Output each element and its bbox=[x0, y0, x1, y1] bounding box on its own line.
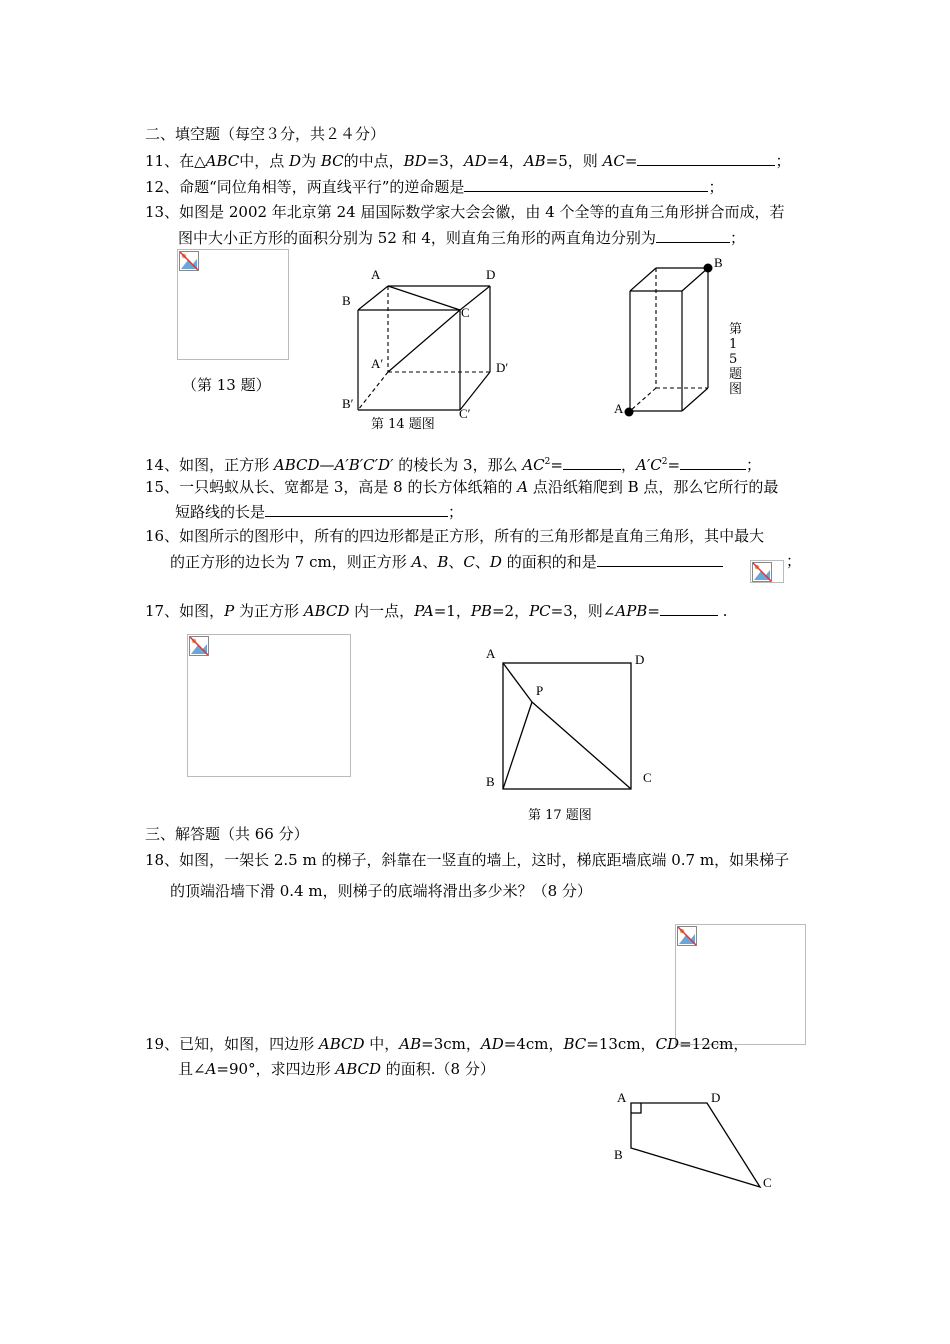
figure-15-box bbox=[610, 255, 730, 425]
q17-text: 内一点， bbox=[349, 602, 415, 620]
q11-end: ； bbox=[775, 152, 791, 170]
question-19-line2 bbox=[178, 1059, 495, 1079]
q16-sep: 、 bbox=[474, 553, 490, 571]
q11-seg-ac: AC bbox=[602, 152, 625, 170]
q15-text: 点沿纸箱爬到 B 点，那么它所行的最 bbox=[528, 478, 779, 496]
figure-14-cube bbox=[330, 262, 530, 437]
vertex-label-b: B bbox=[486, 774, 495, 789]
q14-comma: ， bbox=[620, 456, 636, 474]
q11-value: =4， bbox=[486, 152, 524, 170]
question-14 bbox=[145, 452, 761, 475]
q17-pc: PC bbox=[529, 602, 551, 620]
q19-cd: CD bbox=[655, 1035, 680, 1053]
broken-image-icon bbox=[752, 562, 772, 582]
q15-text: 15、一只蚂蚁从长、宽都是 3，高是 8 的长方体纸箱的 bbox=[145, 478, 518, 496]
q11-text: 中，点 bbox=[239, 152, 290, 170]
q14-prefix: 14、如图，正方形 bbox=[145, 456, 274, 474]
q17-value: =3，则∠ bbox=[550, 602, 616, 620]
q16-text: 的面积的和是 bbox=[501, 553, 597, 571]
q16-square-c: C bbox=[463, 553, 475, 571]
q17-text: 为正方形 bbox=[234, 602, 304, 620]
q11-seg-ad: AD bbox=[463, 152, 487, 170]
broken-image-icon bbox=[179, 251, 199, 271]
vertex-label-a: A bbox=[486, 646, 496, 661]
q11-seg-ab: AB bbox=[523, 152, 546, 170]
q17-square: ABCD bbox=[303, 602, 350, 620]
vertex-label-d-prime: D′ bbox=[496, 360, 509, 375]
q19-ad: AD bbox=[480, 1035, 504, 1053]
q14-ac-prime: A′C bbox=[635, 456, 662, 474]
figure-16-image bbox=[750, 560, 784, 583]
vertex-label-a: A bbox=[614, 401, 624, 416]
q17-point-p: P bbox=[224, 602, 235, 620]
figure-14-caption: 第 14 题图 bbox=[371, 417, 435, 432]
q16-square-b: B bbox=[437, 553, 449, 571]
vertex-label-b: B bbox=[714, 255, 723, 270]
q14-square: 2 bbox=[661, 457, 668, 467]
figure-19-quadrilateral bbox=[600, 1080, 790, 1200]
q16-sep: 、 bbox=[422, 553, 438, 571]
q19-quad: ABCD bbox=[335, 1060, 381, 1078]
vertex-label-d: D bbox=[486, 267, 496, 282]
q16-square-d: D bbox=[489, 553, 502, 571]
q11-seg-bd: BD bbox=[403, 152, 427, 170]
vertex-label-b: B bbox=[614, 1147, 623, 1162]
q19-value: =4cm， bbox=[503, 1035, 564, 1053]
answer-blank[interactable] bbox=[656, 227, 730, 243]
q14-square: 2 bbox=[544, 457, 551, 467]
question-13-line1: 13、如图是 2002 年北京第 24 届国际数学家大会会徽，由 4 个全等的直角三角形拼合而成，若 bbox=[145, 203, 785, 221]
q11-point-d: D bbox=[289, 152, 302, 170]
q13-text: 图中大小正方形的面积分别为 52 和 4，则直角三角形的两直角边分别为 bbox=[178, 229, 656, 247]
q19-text: 的面积.（8 分） bbox=[381, 1060, 495, 1078]
broken-image-icon bbox=[677, 926, 697, 946]
q17-eq: = bbox=[647, 602, 660, 620]
q11-value: =3， bbox=[426, 152, 464, 170]
figure-13-caption: （第 13 题） bbox=[182, 376, 271, 394]
q11-text: 为 bbox=[301, 152, 321, 170]
q19-text: 中， bbox=[364, 1035, 400, 1053]
vertex-label-c: C bbox=[763, 1175, 772, 1190]
q19-angle-a: A bbox=[205, 1060, 217, 1078]
q17-prefix: 17、如图， bbox=[145, 602, 225, 620]
q15-text: 短路线的长是 bbox=[175, 503, 266, 521]
question-15-line1 bbox=[145, 477, 778, 497]
q19-text: =90°，求四边形 bbox=[216, 1060, 336, 1078]
q11-prefix: 11、在△ bbox=[145, 152, 206, 170]
answer-blank[interactable] bbox=[660, 600, 718, 616]
q14-eq: = bbox=[550, 456, 563, 474]
q13-end: ； bbox=[729, 229, 745, 247]
q11-value: =5，则 bbox=[545, 152, 603, 170]
question-19-line1 bbox=[145, 1034, 748, 1054]
question-16-line2 bbox=[170, 551, 723, 572]
q17-angle: APB bbox=[615, 602, 648, 620]
section-title-solutions: 三、解答题（共 66 分） bbox=[145, 825, 309, 843]
q11-seg-bc: BC bbox=[320, 152, 344, 170]
answer-blank[interactable] bbox=[563, 454, 621, 470]
q19-quad: ABCD bbox=[318, 1035, 365, 1053]
vertex-label-c: C bbox=[643, 770, 652, 785]
figure-13-image bbox=[177, 249, 289, 360]
figure-17-square bbox=[480, 645, 670, 800]
q14-eq: = bbox=[667, 456, 681, 474]
q16-text: 的正方形的边长为 7 cm，则正方形 bbox=[170, 553, 412, 571]
question-15-line2 bbox=[175, 501, 463, 522]
q19-value: =13cm， bbox=[586, 1035, 656, 1053]
answer-blank[interactable] bbox=[680, 454, 746, 470]
point-a-dot bbox=[625, 408, 634, 417]
q15-point-a: A bbox=[517, 478, 529, 496]
vertex-label-d: D bbox=[635, 652, 645, 667]
vertex-label-b-prime: B′ bbox=[342, 396, 354, 411]
q17-pa: PA bbox=[414, 602, 434, 620]
question-17 bbox=[145, 600, 727, 621]
q17-value: =2， bbox=[491, 602, 530, 620]
q19-value: =12cm， bbox=[679, 1035, 749, 1053]
q19-bc: BC bbox=[563, 1035, 587, 1053]
q16-sep: 、 bbox=[448, 553, 464, 571]
q14-solid: ABCD—A′B′C′D′ bbox=[273, 456, 394, 474]
vertex-label-d: D bbox=[711, 1090, 721, 1105]
q19-value: =3cm， bbox=[421, 1035, 481, 1053]
q17-value: =1， bbox=[433, 602, 471, 620]
q19-text: 且∠ bbox=[178, 1060, 206, 1078]
q17-pb: PB bbox=[470, 602, 492, 620]
question-12 bbox=[145, 176, 723, 197]
vertex-label-a: A bbox=[371, 267, 381, 282]
q14-text: 的棱长为 3，那么 bbox=[393, 456, 523, 474]
q11-triangle: ABC bbox=[205, 152, 240, 170]
q11-eq: = bbox=[624, 152, 638, 170]
vertex-label-c: C bbox=[461, 305, 470, 320]
broken-image-icon bbox=[189, 636, 209, 656]
q12-end: ； bbox=[708, 178, 724, 196]
answer-blank[interactable] bbox=[597, 551, 723, 567]
question-18-line1: 18、如图，一架长 2.5 m 的梯子，斜靠在一竖直的墙上，这时，梯底距墙底端 0.7 m，如果梯子 bbox=[145, 851, 790, 869]
vertex-label-a: A bbox=[617, 1090, 627, 1105]
q11-text: 的中点， bbox=[343, 152, 404, 170]
question-13-line2 bbox=[178, 227, 745, 248]
figure-17-caption: 第 17 题图 bbox=[528, 808, 592, 823]
point-b-dot bbox=[704, 264, 713, 273]
q14-end: ； bbox=[746, 456, 762, 474]
figure-18-image bbox=[675, 924, 806, 1045]
point-label-p: P bbox=[536, 683, 544, 698]
section-title-fill-in: 二、填空题（每空３分，共２４分） bbox=[145, 125, 386, 143]
vertex-label-b: B bbox=[342, 293, 351, 308]
vertex-label-c-prime: C′ bbox=[459, 406, 471, 421]
question-18-line2: 的顶端沿墙下滑 0.4 m，则梯子的底端将滑出多少米？（8 分） bbox=[170, 882, 592, 900]
q16-square-a: A bbox=[411, 553, 423, 571]
figure-17-left-image bbox=[187, 634, 351, 777]
q15-end: ； bbox=[448, 503, 464, 521]
q17-end: . bbox=[717, 602, 728, 620]
q16-end: ； bbox=[786, 552, 802, 570]
answer-blank[interactable] bbox=[265, 501, 448, 517]
q19-prefix: 19、已知，如图，四边形 bbox=[145, 1035, 319, 1053]
figure-15-caption: 第15题图 bbox=[729, 322, 743, 397]
question-11 bbox=[145, 150, 790, 171]
answer-blank[interactable] bbox=[464, 176, 708, 192]
question-16-line1: 16、如图所示的图形中，所有的四边形都是正方形，所有的三角形都是直角三角形，其中最大 bbox=[145, 527, 765, 545]
q14-ac: AC bbox=[522, 456, 545, 474]
answer-blank[interactable] bbox=[637, 150, 775, 166]
q19-ab: AB bbox=[399, 1035, 422, 1053]
vertex-label-a-prime: A′ bbox=[371, 356, 384, 371]
q12-text: 12、命题“同位角相等，两直线平行”的逆命题是 bbox=[145, 178, 465, 196]
